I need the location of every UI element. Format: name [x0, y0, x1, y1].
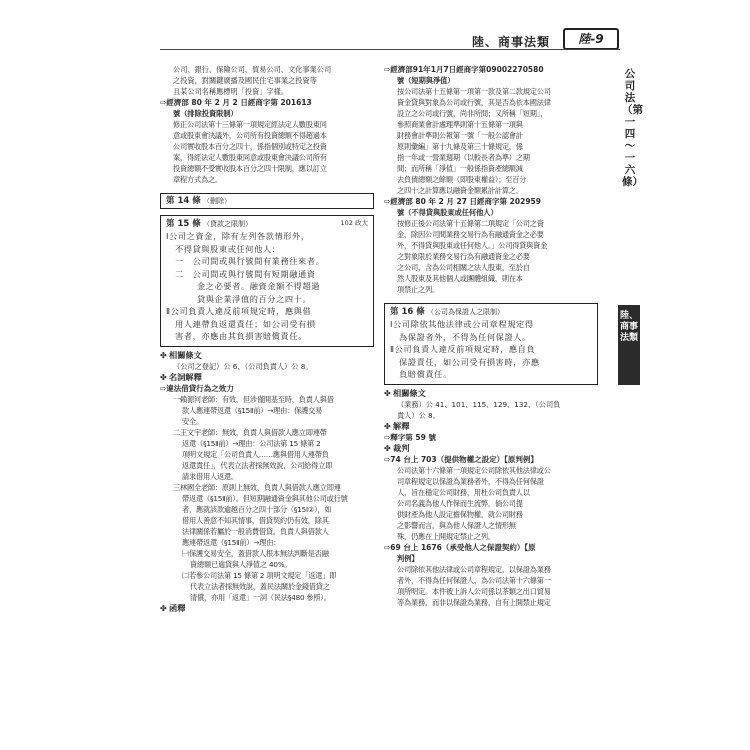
clover-icon: ✤	[384, 443, 391, 453]
arrow-icon: ⇨	[384, 65, 391, 74]
ruling-body-line: 去負債總額之餘額（即股東權益）；至百分	[397, 175, 527, 184]
ruling-body-line: 指一年或一營業週期（以較長者為準）之期	[397, 153, 530, 162]
article-15-item: 一 公司間或與行號間有業務往來者。	[175, 256, 325, 266]
article-15-box	[160, 215, 374, 347]
arrow-icon: ⇨	[160, 98, 167, 107]
cases-heading: ✤ 裁判	[384, 442, 410, 453]
terms-line: 返還責任」，代表立法者採無效說，公司給得立即	[182, 460, 333, 470]
ruling-body-line: 之對象限於業務交易行為有融通資金之必要	[397, 252, 530, 261]
rulings-heading: ✤ 函釋	[160, 602, 186, 613]
clover-icon: ✤	[160, 603, 167, 613]
ruling-body-line: 參照商業會計處理準則第十五條第一項與	[397, 120, 523, 129]
terms-subheading: ⇨違法借貸行為之效力	[160, 383, 234, 393]
article-16-para: Ⅰ公司除依其他法律或公司章程規定得	[390, 319, 534, 329]
related-articles-body: 責人）公 8。	[397, 410, 440, 420]
vertical-chapter-label: 公司法（第一四～一六條）	[622, 68, 643, 188]
article-16-para: Ⅱ公司負責人違反前項規定時，應自負	[390, 344, 536, 354]
article-14-title: 第 14 條	[166, 196, 201, 206]
article-16-title: 第 16 條	[390, 307, 425, 317]
ruling-ref-subtitle: 號（短期與淨值）	[397, 76, 455, 85]
terms-line: 清償，亦用「返還」一詞（民法§480 參照）。	[190, 592, 331, 602]
terms-line: 款人應連帶返還（§15Ⅱ前）→理由：保護交易	[182, 405, 323, 415]
ruling-body-line: 設立之公司或行號，尚非所問；又所稱「短期」，	[397, 109, 548, 118]
right-column	[384, 64, 598, 608]
ruling-body-line: 原則彙編」第十九條及第三十條規定，係	[397, 142, 523, 151]
ruling-body-line: 項禁止之列。	[397, 285, 439, 294]
terms-line: 代表立法者採無效說，蓋民法關於金錢借貸之	[190, 581, 330, 591]
terms-line: 請求借用人返還。	[182, 471, 238, 481]
terms-line: 項明文規定「公司負責人……應與借用人連帶負	[182, 449, 329, 459]
arrow-icon: ⇨	[384, 542, 391, 552]
article-15-para: Ⅰ公司之資金，除有左列各款情形外，	[166, 231, 310, 241]
intro-line: 公司、銀行、保險公司、貿易公司、文化事業公司	[173, 65, 332, 74]
ruling-ref-subtitle: 號（不得貸與股東或任何他人）	[397, 208, 498, 217]
case-body-line: 等為業務，而非以保證為業務，自有上開禁止規定	[397, 597, 551, 607]
article-15-item: 貸與企業淨值的百分之四十。	[197, 293, 312, 304]
ruling-body-line: 外，不得貸與股東或任何他人。」公司得貸與資金	[397, 241, 548, 250]
interpretation-heading: ✤ 解釋	[384, 420, 410, 431]
clover-icon: ✤	[384, 421, 391, 431]
ruling-body-line: 金，除因公司間業務交易行為有融通資金之必要	[397, 230, 544, 239]
terms-line: ㈠保護交易安全，蓋借款人根本無法判斷是否融	[182, 548, 329, 558]
case-title: ⇨69 台上 1676（承受他人之保證契約）【原	[384, 542, 536, 552]
article-15-para: 害者，亦應由其負損害賠償責任。	[175, 331, 307, 341]
article-15-title: 第 15 條	[166, 219, 201, 229]
case-title: ⇨74 台上 703（提供物權之設定）【原判例】	[384, 454, 538, 464]
case-subtitle: 判例】	[397, 553, 419, 563]
left-column	[160, 64, 374, 614]
ruling-body-line: 間；而所稱「淨值」一般係指資產總額減	[397, 164, 523, 173]
clover-icon: ✤	[384, 388, 391, 398]
header-rule	[160, 49, 620, 50]
ruling-body-line: 按公司法第十五條第一項第一款及第二款規定公司	[397, 87, 551, 96]
case-body-line: 人，旨在穩定公司財務，用杜公司負責人以	[397, 487, 530, 497]
interpretation-ref: ⇨釋字第 59 號	[384, 432, 436, 442]
arrow-icon: ⇨	[384, 432, 391, 442]
arrow-icon: ⇨	[160, 383, 167, 393]
article-16-para: 為保證者外，不得為任何保證人。	[399, 331, 531, 342]
case-body-line: 者外，不得為任何保證人，為公司法第十六條第一	[397, 575, 551, 585]
case-body-line: 公司除依其他法律或公司章程規定，以保證為業務	[397, 564, 551, 574]
clover-icon: ✤	[160, 350, 167, 360]
ruling-body-line: 資金貸與對象為公司或行號，其是否為依本國法律	[397, 98, 551, 107]
terms-line: 返還（§15Ⅱ前）→理由：公司法第 15 條第 2	[182, 438, 321, 448]
ruling-ref-subtitle: 號（排除投資限制）	[173, 109, 238, 118]
related-articles-body: （公司之登記）公 6、（公司負責人）公 8。	[173, 361, 313, 371]
case-body-line: 之影響而言，與為他人保證人之情形無	[397, 520, 516, 530]
terms-line: 借用人善意不知其情事，借貸契約仍有效，除其	[182, 515, 329, 525]
ruling-ref-title: ⇨經濟部 80 年 2 月 2 日經商字第 201613	[160, 98, 312, 107]
running-header-title: 陸、商事法類	[472, 35, 551, 49]
article-15-item: 金之必要者。融資金額不得超過	[197, 281, 321, 291]
related-articles-heading: ✤ 相關條文	[160, 349, 202, 360]
article-16-para: 保證責任，如公司受有損害時，亦應	[399, 356, 540, 367]
ruling-body-line: 之公司，含為公司相關之法人股東，至於自	[397, 263, 530, 272]
article-16-note: （公司為保證人之限制）	[427, 308, 505, 316]
article-14-note: （刪除）	[203, 197, 232, 205]
intro-line: 之投資，對關鍵廣播及國民住宅事業之投資等	[173, 76, 317, 85]
article-15-para: 用人連帶負返還責任；如公司受有損	[175, 318, 316, 329]
terms-line: 資總額已逾貸與人淨值之 40%。	[190, 559, 292, 569]
ruling-body-line: 財務會計準則公報第一號「一般公認會計	[397, 131, 523, 140]
case-body-line: 供財產為他人設定擔保物權，就公司財務	[397, 509, 523, 519]
ruling-body-line: 之四十之計算應以融資金額累計計算之。	[397, 186, 523, 195]
case-body-line: 公司法第十六條第一項規定公司除依其他法律或公	[397, 465, 551, 475]
case-body-line: 殊，仍應在上開規定禁止之列。	[397, 531, 495, 541]
terms-line: 應連帶返還（§15Ⅱ前）→理由：	[182, 537, 281, 547]
article-15-item: 二 公司間或與行號間有短期融通資	[175, 268, 316, 279]
related-articles-heading: ✤ 相關條文	[384, 387, 426, 398]
article-15-note: （貸款之限制）	[203, 220, 253, 228]
terms-line: 者，應就該款逾越百分之四十部分（§15Ⅰ②），如	[182, 504, 332, 514]
case-body-line: 公司名義為他人作保而生流弊，倘公司提	[397, 498, 523, 508]
terms-heading: ✤ 名詞解釋	[160, 371, 202, 382]
ruling-body-line: 按修正後公司法第十五條第二項規定「公司之資	[397, 219, 544, 228]
case-body-line: 項所明定。本件被上訴人公司係以茶類之出口貿易	[397, 586, 551, 596]
ruling-body-line: 投資總額不受實收股本百分之四十限制，應以訂立	[173, 164, 327, 173]
article-15-para: 不得貸與股東或任何他人：	[175, 243, 281, 254]
related-articles-body: （業務）公 41、101、115、129、132、（公司負	[397, 399, 561, 409]
ruling-body-line: 意或股東會決議外，公司所有投資總額不得超過本	[173, 131, 327, 140]
terms-line: 安全。	[182, 416, 203, 426]
ruling-ref-title: ⇨經濟部 80 年 2 月 27 日經商字第 202959	[384, 197, 541, 206]
arrow-icon: ⇨	[384, 197, 391, 206]
article-16-box	[384, 303, 598, 385]
terms-line: 一賴源河老師：有效，但涉僅開基至時，負責人與借	[173, 394, 334, 404]
page-number-tag: 陸-9	[563, 28, 619, 50]
ruling-body-line: 然人股東及其他個人或團體組織，則在本	[397, 274, 523, 283]
article-14-box	[160, 193, 374, 209]
article-16-para: 負賠償責任。	[399, 369, 452, 379]
terms-line: 帶返還（§15Ⅱ前）。但短期融通資金與其他公司或行號	[182, 493, 348, 503]
exam-tag: 102 政大	[340, 219, 368, 227]
ruling-ref-title: ⇨經濟部91年1月7日經商字第09002270580	[384, 65, 544, 74]
ruling-body-line: 章程方式為之。	[173, 175, 222, 184]
ruling-body-line: 公司實收股本百分之四十，係指個別或特定之投資	[173, 142, 327, 151]
intro-line: 且某公司名稱應標明「投資」字樣。	[173, 87, 289, 96]
case-body-line: 司章程規定以保證為業務者外，不得為任何保證	[397, 476, 544, 486]
terms-line: 法律關係若屬於一般消費借貸，負責人與借款人	[182, 526, 329, 536]
article-15-para: Ⅱ公司負責人違反前項規定時，應與借	[166, 306, 312, 316]
clover-icon: ✤	[160, 372, 167, 382]
terms-line: 二王文宇老師：無效，負責人與借款人應立即連帶	[173, 427, 327, 437]
terms-line: ㈡若參公司法第 15 條第 2 項明文規定「返還」即	[182, 570, 337, 580]
ruling-body-line: 修正公司法第十三條第一項規定經法定人數股東同	[173, 120, 327, 129]
section-thumb-tab: 陸、商事法類	[618, 305, 640, 385]
terms-line: 三林國全老師：原則上無效，負責人與借款人應立即連	[173, 482, 341, 492]
arrow-icon: ⇨	[384, 454, 391, 464]
ruling-body-line: 案，得經法定人數股東同意或股東會決議公司所有	[173, 153, 327, 162]
